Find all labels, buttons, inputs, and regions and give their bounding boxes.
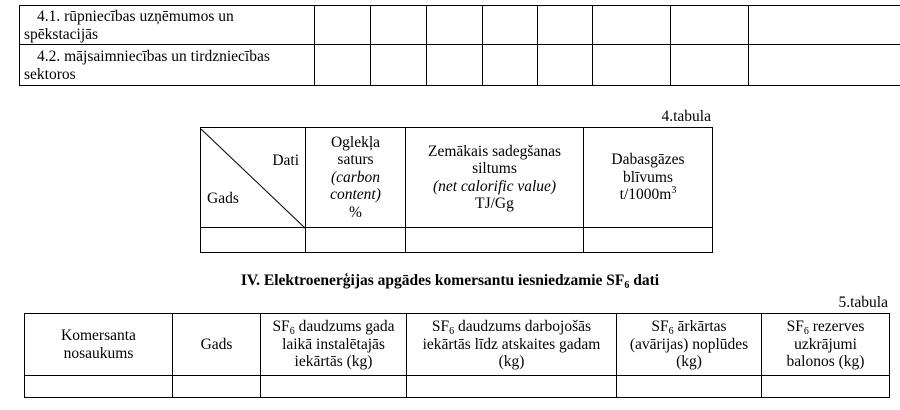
data-cell[interactable] [671,45,749,86]
data-cell[interactable] [671,6,749,45]
corner-dati-label: Dati [272,151,299,169]
data-cell[interactable] [201,228,306,253]
data-cell[interactable] [427,45,483,86]
header-carbon-content: Oglekļa saturs (carbon content) % [306,128,406,228]
emissions-sector-table [19,5,900,86]
header-year: Gads [173,314,261,376]
row-label-4-1: 4.1. rūpniecības uzņēmumos un spēkstacijās [20,6,315,45]
data-cell[interactable] [173,376,261,398]
data-cell[interactable] [427,6,483,45]
sf6-data-table [24,313,890,398]
header-sf6-installed: $SF_6$ daudzums gada laikā instalētajās iekārtās (kg) [261,314,407,376]
table-header-row [25,314,890,376]
corner-header [201,128,306,228]
data-cell[interactable] [617,376,762,398]
data-cell[interactable] [584,228,713,253]
data-cell[interactable] [538,45,593,86]
data-cell[interactable] [593,45,671,86]
header-sf6-emergency-leaks: $SF_6$ ārkārtas (avārijas) noplūdes (kg) [617,314,762,376]
table-row [20,45,900,86]
data-cell[interactable] [315,6,371,45]
header-sf6-reserves: $SF_6$ rezerves uzkrājumi balonos (kg) [762,314,890,376]
data-cell[interactable] [593,6,671,45]
data-cell[interactable] [25,376,173,398]
data-cell[interactable] [315,45,371,86]
data-cell[interactable] [371,6,427,45]
header-sf6-operating: $SF_6$ daudzums darbojošās iekārtās līdz atskaites gadam (kg) [407,314,617,376]
row-label-4-2: 4.2. mājsaimniecības un tirdzniecības sektoros [20,45,315,86]
data-cell[interactable] [371,45,427,86]
natural-gas-table [200,127,713,253]
table5-caption: 5.tabula [838,294,888,311]
data-cell[interactable] [538,6,593,45]
data-cell[interactable] [483,6,538,45]
corner-gads-label: Gads [207,189,239,207]
table-row [201,228,713,253]
table-header-row [201,128,713,228]
data-cell[interactable] [483,45,538,86]
data-cell[interactable] [261,376,407,398]
table-row [25,376,890,398]
header-gas-density: Dabasgāzes blīvums $t/1000m^3$ [584,128,713,228]
table-row [20,6,900,45]
data-cell[interactable] [407,376,617,398]
data-cell[interactable] [749,6,900,45]
data-cell[interactable] [406,228,584,253]
header-net-calorific-value: Zemākais sadegšanas siltums (net calorific value) TJ/Gg [406,128,584,228]
table4-caption: 4.tabula [661,108,711,125]
section-heading: IV. Elektroenerģijas apgādes komersantu iesniedzamie $SF_6$ dati [240,272,660,291]
data-cell[interactable] [306,228,406,253]
diagonal-line [201,129,306,229]
data-cell[interactable] [762,376,890,398]
data-cell[interactable] [749,45,900,86]
header-company-name: Komersanta nosaukums [25,314,173,376]
